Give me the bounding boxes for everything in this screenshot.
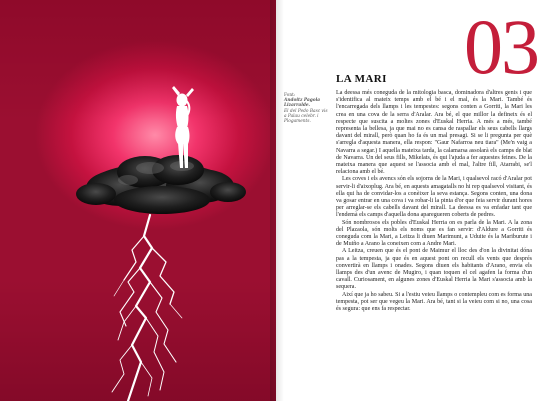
chapter-title: LA MARI bbox=[336, 73, 387, 85]
figure-caption bbox=[284, 93, 330, 124]
chapter-number: 03 bbox=[464, 3, 538, 90]
paragraph: A Leitza, creuen que és el pont de Maimur el lloc des d'on la divinitat dóna pas a la tempesta, ja que és en aquest pont on recull els vents que després convertirà en llamps i onades. Segons diuen els habitants d'Arano, envia els llamps des d'un avenc de Mugiro, i quan toquen el cel agafen la forma d'un cavall. Curiosament, en algunes zones d'Euskal Herria la Mari s'associa amb la sequera. bbox=[336, 248, 532, 291]
gutter-shadow bbox=[270, 0, 284, 401]
paragraph: Així que ja ho sabeu. Si a l'estiu veieu llamps o contempleu com es forma una tempesta, pot ser que vegeu la Mari. Ara bé, tant si la veieu com si no, una cosa és segura: que ens fa respectar. bbox=[336, 291, 532, 313]
body-text bbox=[336, 90, 532, 313]
caption-line-3: El del Pedo Basc vis a Palau celebr. i Plogaments. bbox=[284, 108, 328, 125]
paragraph: Són nombrosos els pobles d'Euskal Herria on es parla de la Mari. A la zona del Plazaola, són molts els noms que es fan servir: d'Aldure a Gorriti és coneguda com la Mari, a Leitza li diuen Marimunt, a Uduite és la Mariburute i de Muiño a Arano la coneixen com a Andre Mari. bbox=[336, 219, 532, 248]
caption-line-2: Andoitz Pagola Lizarralde. bbox=[284, 98, 321, 109]
caption-line-1: Font: bbox=[284, 93, 296, 98]
paragraph: La deessa més coneguda de la mitologia basca, dominadora d'altres genis i que s'identifica al mateix temps amb el bé i el mal, és la Mari. També és l'encarregada dels llamps i les tempestes: segons conten a Gorriti, la Mari les crea en una cova de la serra d'Aralar. Ara bé, el que millor la defineix és el respecte que suscita a moltes zones d'Euskal Herria. A més a més, també representa la bellesa, ja que mai no es cansa de raspallar els seus cabells llargs davant del mirall, però quan ho fa és un mal presagi. Si se li pregunta per què s'arregla d'aquesta manera, ella respon: "Gaur Nafarroa neu tiara" (Me'n vaig a Navarra a segar.) I aquella mateixa tarda, la calamarsa assolarà els camps de blat de Navarra. Un del seus fills, Mikelats, és qui l'ajuda a fer aquestes feines. De la mateixa manera que aquest se l'associa amb el mal, l'altre fill, Atarrabi, se'l relaciona amb el bé. bbox=[336, 90, 532, 176]
paragraph: Les coves i els avencs són els sojorns de la Mari, i qualsevol racó d'Aralar pot servir-li d'aixoplug. Ara bé, en aquests amagatalls no hi rep qualsevol visitant, és ella qui ha de convidar-los a conèixer la seva estança. Segons conten, una dona va gosar entrar en una cova i va robar-li la pinta d'or que feia servir durant hores per arreglar-se els cabells davant del mirall. La deessa es va enfadar tant que l'endemà els camps d'aquella dona aparegueren coberts de pedres. bbox=[336, 176, 532, 219]
